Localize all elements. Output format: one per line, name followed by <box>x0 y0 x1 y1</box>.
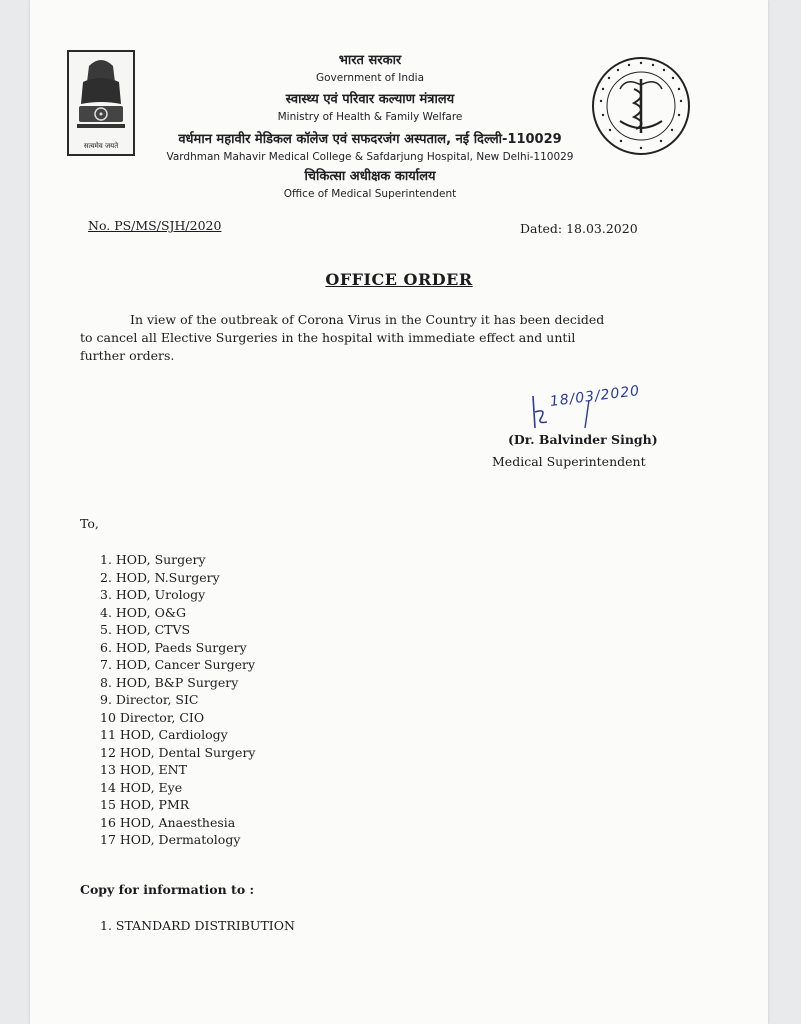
recipients-heading: To, <box>80 516 99 531</box>
body-line: In view of the outbreak of Corona Virus in the Country it has been decided <box>130 312 605 327</box>
body-line: to cancel all Elective Surgeries in the hospital with immediate effect and until <box>80 330 576 345</box>
list-item: 5. HOD, CTVS <box>100 622 191 637</box>
copy-heading: Copy for information to : <box>80 882 255 897</box>
handwritten-date: 18/03/2020 <box>549 383 642 410</box>
hospital-seal-logo <box>590 55 692 157</box>
signatory-name: (Dr. Balvinder Singh) <box>508 432 658 447</box>
header-hindi-office: चिकित्सा अधीक्षक कार्यालय <box>304 169 436 184</box>
list-item: 11 HOD, Cardiology <box>100 727 228 742</box>
list-item: 14 HOD, Eye <box>100 779 183 795</box>
header-ministry: Ministry of Health & Family Welfare <box>277 111 463 123</box>
header-hindi-hospital: वर्धमान महावीर मेडिकल कॉलेज एवं सफदरजंग अस्पताल, नई दिल्ली-110029 <box>178 132 562 147</box>
page-title: OFFICE ORDER <box>325 270 473 289</box>
list-item: 12 HOD, Dental Surgery <box>100 744 256 760</box>
list-item: 1. STANDARD DISTRIBUTION <box>100 918 295 933</box>
emblem-motto: सत्यमेव जयते <box>83 142 119 150</box>
header-office: Office of Medical Superintendent <box>283 188 457 200</box>
list-item: 6. HOD, Paeds Surgery <box>100 639 247 655</box>
list-item: 2. HOD, N.Surgery <box>100 569 220 585</box>
list-item: 3. HOD, Urology <box>100 587 206 602</box>
recipient-list <box>100 551 256 849</box>
copy-list <box>100 918 295 933</box>
signatory-designation: Medical Superintendent <box>492 454 646 469</box>
header-hospital: Vardhman Mahavir Medical College & Safdarjung Hospital, New Delhi-110029 <box>166 151 574 163</box>
order-date: Dated: 18.03.2020 <box>520 221 638 236</box>
list-item: 17 HOD, Dermatology <box>100 832 241 847</box>
list-item: 1. HOD, Surgery <box>100 552 206 567</box>
document-page <box>30 0 768 1024</box>
body-line: further orders. <box>80 348 175 363</box>
reference-number: No. PS/MS/SJH/2020 <box>88 218 222 233</box>
header-country: Government of India <box>315 72 425 84</box>
list-item: 7. HOD, Cancer Surgery <box>100 657 256 672</box>
lion-capital-icon <box>69 52 133 140</box>
list-item: 4. HOD, O&G <box>100 604 186 620</box>
list-item: 13 HOD, ENT <box>100 762 187 777</box>
header-hindi-country: भारत सरकार <box>338 53 402 68</box>
header-hindi-ministry: स्वास्थ्य एवं परिवार कल्याण मंत्रालय <box>285 92 455 107</box>
list-item: 8. HOD, B&P Surgery <box>100 674 239 690</box>
list-item: 10 Director, CIO <box>100 709 205 725</box>
list-item: 15 HOD, PMR <box>100 797 190 812</box>
list-item: 16 HOD, Anaesthesia <box>100 814 236 830</box>
national-emblem-logo <box>67 50 135 156</box>
list-item: 9. Director, SIC <box>100 692 199 707</box>
